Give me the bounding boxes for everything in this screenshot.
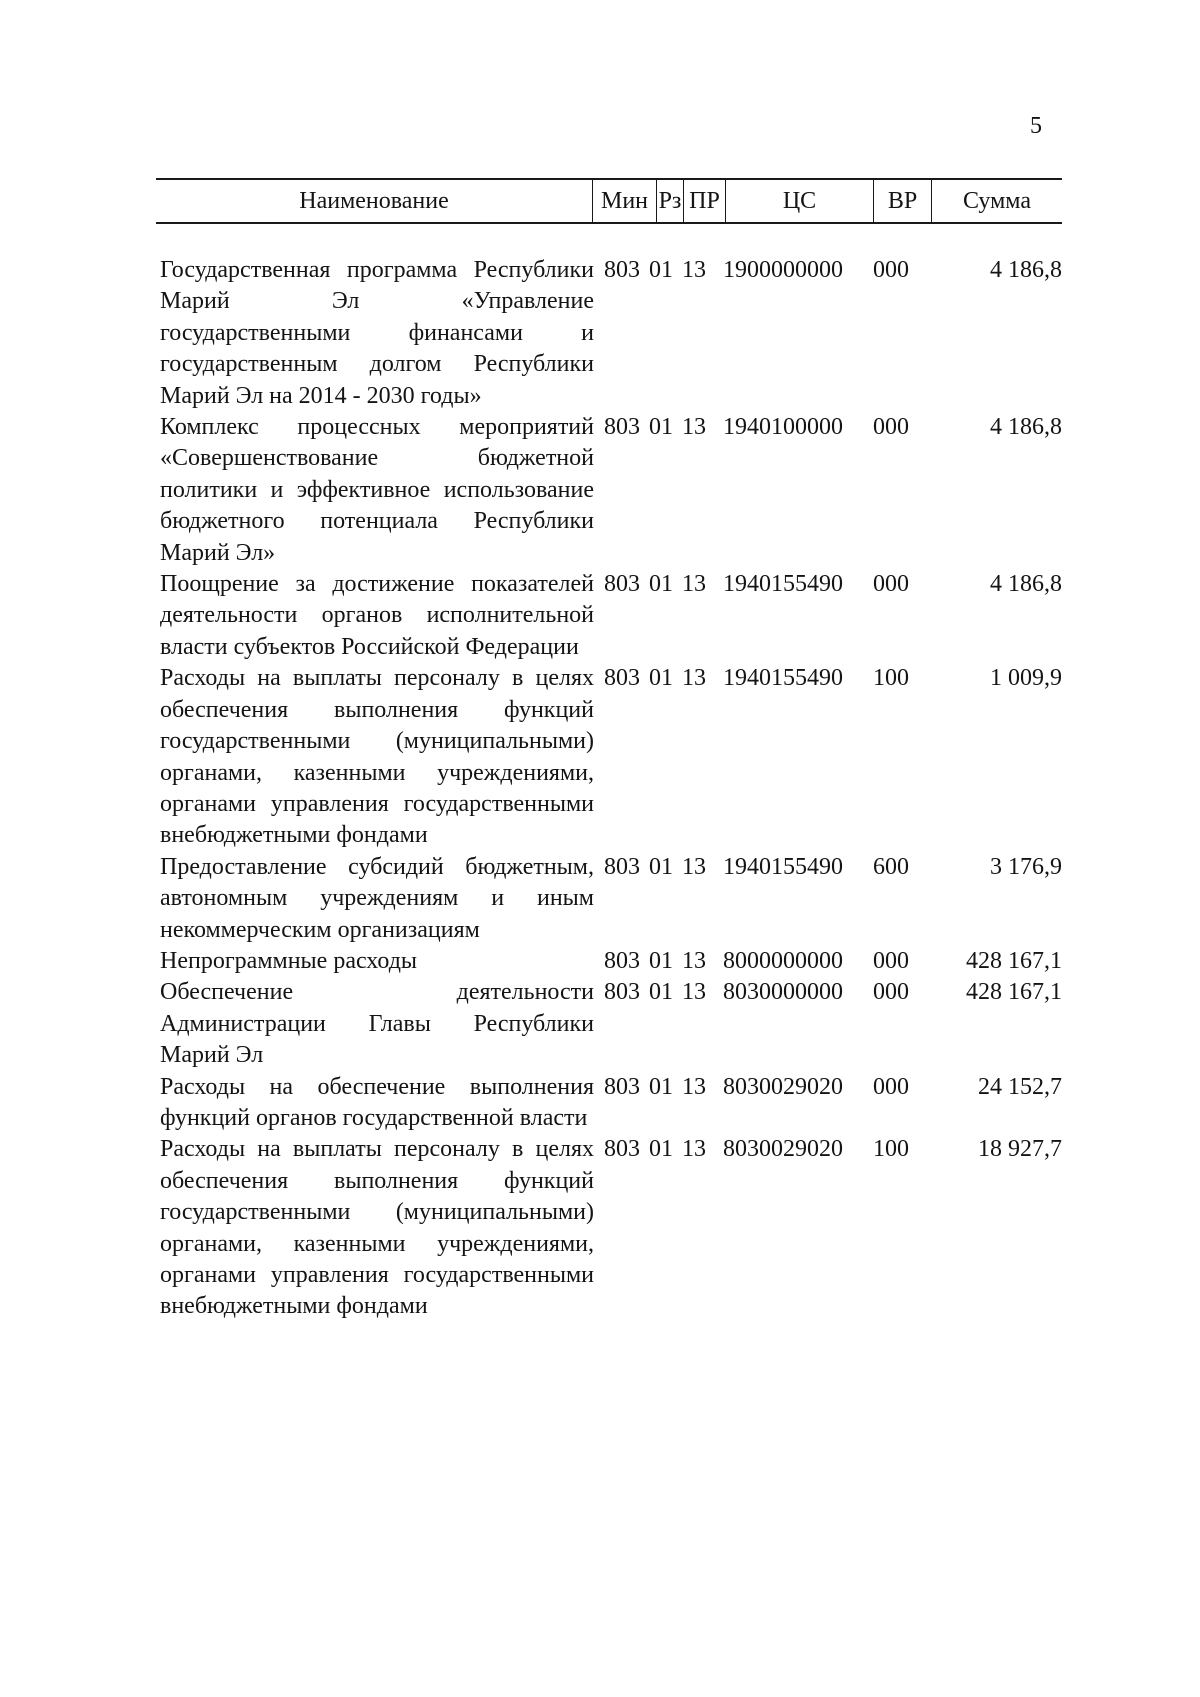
row-sum: 18 927,7 xyxy=(978,1136,1062,1163)
row-vr: 100 xyxy=(873,1136,909,1163)
table-row xyxy=(160,255,1062,412)
row-name: Непрограммные расходы xyxy=(160,947,418,974)
header-sum: Сумма xyxy=(931,180,1062,222)
row-cs: 8030029020 xyxy=(723,1073,843,1100)
row-min: 803 xyxy=(604,257,640,283)
row-vr: 100 xyxy=(873,665,909,692)
row-pr: 13 xyxy=(682,853,706,880)
table-row xyxy=(160,1134,1062,1322)
row-cs: 8030029020 xyxy=(723,1136,843,1163)
row-cs: 1940100000 xyxy=(723,414,843,441)
row-name: Обеспечение деятельности Администрации Главы Республики Марий Эл xyxy=(160,979,594,1069)
header-min: Мин xyxy=(592,180,656,222)
table-body xyxy=(160,255,1062,1323)
table-row xyxy=(160,569,1062,663)
row-vr: 000 xyxy=(873,947,909,974)
header-name: Наименование xyxy=(299,188,449,214)
row-cs: 8030000000 xyxy=(723,979,843,1006)
row-pr: 13 xyxy=(682,979,706,1006)
row-vr: 000 xyxy=(873,1073,909,1100)
header-rz: Рз xyxy=(656,180,683,222)
row-cs: 1940155490 xyxy=(723,853,843,880)
row-cs: 1900000000 xyxy=(723,257,843,283)
row-cs: 1940155490 xyxy=(723,571,843,598)
row-pr: 13 xyxy=(682,947,706,974)
row-vr: 000 xyxy=(873,257,909,283)
header-vr: ВР xyxy=(873,180,931,222)
table-row xyxy=(160,946,1062,977)
row-sum: 3 176,9 xyxy=(990,853,1062,880)
table-row xyxy=(160,852,1062,946)
header-pr: ПР xyxy=(683,180,725,222)
row-cs: 1940155490 xyxy=(723,665,843,692)
table-row xyxy=(160,1072,1062,1135)
row-rz: 01 xyxy=(649,1136,673,1163)
row-sum: 428 167,1 xyxy=(966,979,1062,1006)
row-min: 803 xyxy=(604,1073,640,1100)
row-name: Предоставление субсидий бюджетным, автономным учреждениям и иным некоммерческим организациям xyxy=(160,853,594,943)
row-rz: 01 xyxy=(649,979,673,1006)
row-pr: 13 xyxy=(682,665,706,692)
table-row xyxy=(160,977,1062,1071)
row-name: Расходы на выплаты персоналу в целях обеспечения выполнения функций государственными (муниципальными) органами, казенными учреждениями, органами управления государственными внебюджетными фондами xyxy=(160,665,594,849)
row-pr: 13 xyxy=(682,414,706,441)
page-number: 5 xyxy=(1030,113,1042,139)
row-sum: 4 186,8 xyxy=(990,257,1062,283)
table-header xyxy=(156,178,1062,224)
row-rz: 01 xyxy=(649,257,673,283)
row-cs: 8000000000 xyxy=(723,947,843,974)
row-min: 803 xyxy=(604,1136,640,1163)
row-min: 803 xyxy=(604,853,640,880)
row-name: Комплекс процессных мероприятий «Совершенствование бюджетной политики и эффективное использование бюджетного потенциала Республики Марий Эл» xyxy=(160,414,594,566)
header-cs: ЦС xyxy=(725,180,873,222)
row-rz: 01 xyxy=(649,665,673,692)
row-name: Расходы на выплаты персоналу в целях обеспечения выполнения функций государственными (муниципальными) органами, казенными учреждениями, органами управления государственными внебюджетными фондами xyxy=(160,1136,594,1320)
row-rz: 01 xyxy=(649,571,673,598)
row-sum: 4 186,8 xyxy=(990,414,1062,441)
row-name: Поощрение за достижение показателей деятельности органов исполнительной власти субъектов Российской Федерации xyxy=(160,571,594,660)
table-row xyxy=(160,663,1062,851)
row-min: 803 xyxy=(604,947,640,974)
row-pr: 13 xyxy=(682,257,706,283)
row-pr: 13 xyxy=(682,1073,706,1100)
row-rz: 01 xyxy=(649,414,673,441)
row-name: Государственная программа Республики Марий Эл «Управление государственными финансами и государственным долгом Республики Марий Эл на 2014 - 2030 годы» xyxy=(160,257,594,409)
table-row xyxy=(160,412,1062,569)
row-sum: 428 167,1 xyxy=(966,947,1062,974)
row-sum: 24 152,7 xyxy=(978,1073,1062,1100)
row-name: Расходы на обеспечение выполнения функций органов государственной власти xyxy=(160,1073,594,1131)
row-sum: 4 186,8 xyxy=(990,571,1062,598)
row-vr: 000 xyxy=(873,979,909,1006)
row-pr: 13 xyxy=(682,1136,706,1163)
row-rz: 01 xyxy=(649,947,673,974)
row-min: 803 xyxy=(604,979,640,1006)
row-vr: 000 xyxy=(873,571,909,598)
row-pr: 13 xyxy=(682,571,706,598)
row-rz: 01 xyxy=(649,853,673,880)
row-min: 803 xyxy=(604,665,640,692)
row-sum: 1 009,9 xyxy=(990,665,1062,692)
row-min: 803 xyxy=(604,414,640,441)
row-vr: 000 xyxy=(873,414,909,441)
row-rz: 01 xyxy=(649,1073,673,1100)
row-min: 803 xyxy=(604,571,640,598)
row-vr: 600 xyxy=(873,853,909,880)
